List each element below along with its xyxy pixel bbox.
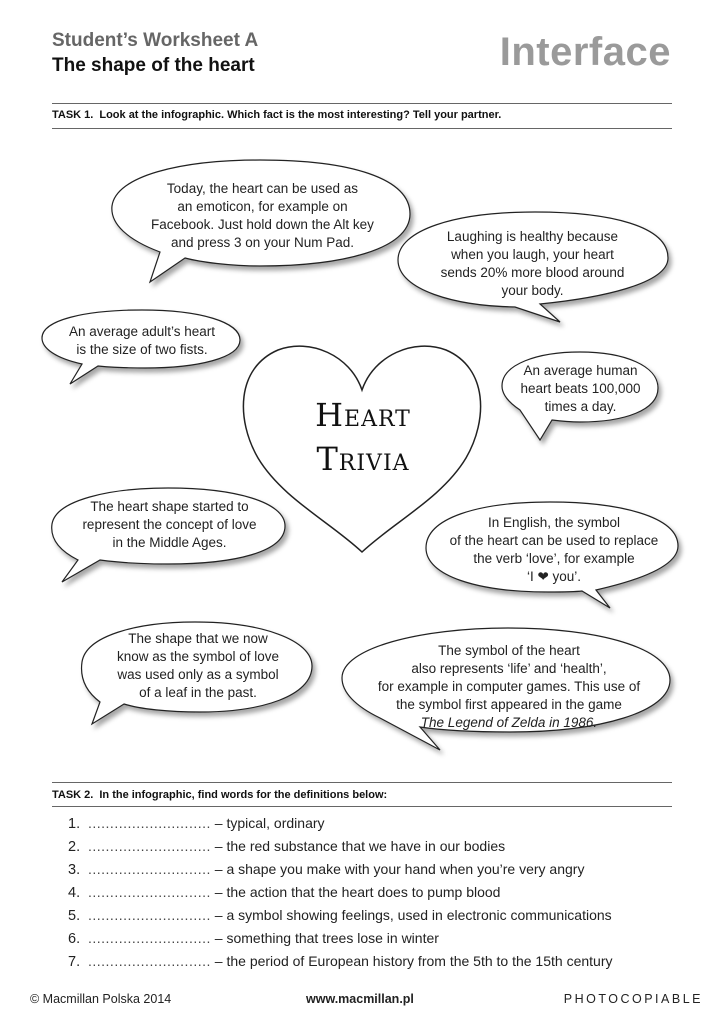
footer-url[interactable]: www.macmillan.pl: [306, 992, 414, 1006]
task-2-text: In the infographic, find words for the definitions below:: [99, 789, 388, 801]
bubble-text: The shape that we now know as the symbol of love was used only as a symbol of a leaf in the past.: [116, 631, 280, 700]
task-1-number: TASK 1.: [52, 109, 94, 121]
task-2-number: TASK 2.: [52, 789, 94, 801]
list-item: 4. ............................ – the action that the heart does to pump blood: [68, 884, 501, 901]
list-item: 6. ............................ – something that trees lose in winter: [68, 930, 439, 947]
task-2-instruction: [52, 789, 387, 801]
bubble-text: An average adult’s heart is the size of two fists.: [68, 324, 216, 357]
task-1-text: Look at the infographic. Which fact is the most interesting? Tell your partner.: [99, 109, 502, 121]
bubble-text: The heart shape started to represent the concept of love in the Middle Ages.: [82, 499, 257, 550]
heart-title-line-2: Trivia: [316, 440, 410, 478]
footer-photocopiable: PHOTOCOPIABLE: [563, 992, 703, 1006]
worksheet-title: Student’s Worksheet A: [52, 30, 259, 51]
definitions-list: [68, 812, 612, 973]
bubble-text: The symbol of the heart also represents ‘life’ and ‘health’, for example in computer games. This use of the symbol first appeared in the game The Legend of Zelda in 1986.: [377, 643, 641, 730]
divider: [52, 806, 672, 807]
brand-logo: Interface: [499, 30, 671, 74]
heart-title-line-1: Heart: [315, 396, 411, 434]
list-item: 7. ............................ – the period of European history from the 5th to the 15th century: [68, 953, 613, 970]
list-item: 2. ............................ – the red substance that we have in our bodies: [68, 838, 506, 855]
footer-copyright: © Macmillan Polska 2014: [30, 992, 172, 1006]
list-item: 5. ............................ – a symbol showing feelings, used in electronic communications: [68, 907, 612, 924]
worksheet-subtitle: The shape of the heart: [52, 55, 255, 76]
list-item: 3. ............................ – a shape you make with your hand when you’re very angry: [68, 861, 585, 878]
list-item: 1. ............................ – typical, ordinary: [68, 815, 325, 832]
bubble-text: Laughing is healthy because when you laugh, your heart sends 20% more blood around your body.: [440, 229, 625, 298]
divider: [52, 782, 672, 783]
bubble-text: In English, the symbol of the heart can be used to replace the verb ‘love’, for example ‘I ❤ you’.: [449, 515, 659, 584]
bubble-text: Today, the heart can be used as an emoticon, for example on Facebook. Just hold down the Alt key and press 3 on your Num Pad.: [151, 181, 374, 250]
bubble-text: An average human heart beats 100,000 times a day.: [520, 363, 641, 414]
